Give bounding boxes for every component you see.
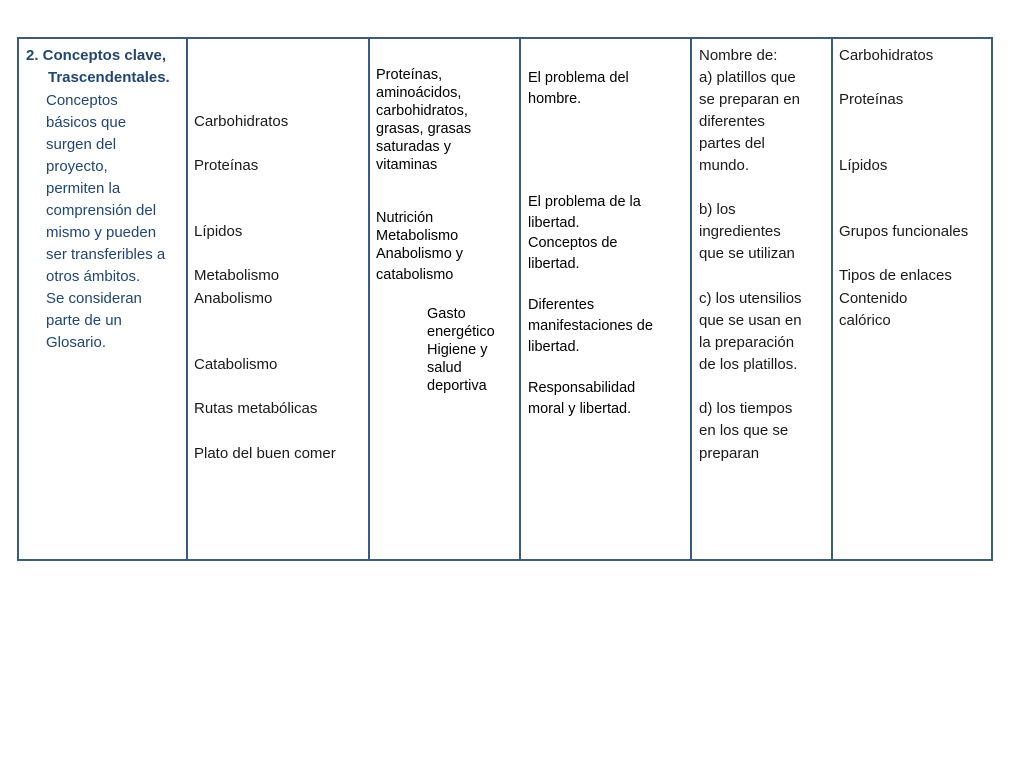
chemistry-item: Carbohidratos: [839, 47, 934, 64]
chemistry-item: calórico: [839, 312, 891, 329]
freedom-line: Responsabilidad: [528, 380, 636, 396]
dishes-line: c) los utensilios: [699, 290, 802, 307]
nutrition-line: saturadas y: [376, 139, 451, 155]
health-line: Higiene y: [427, 342, 488, 358]
description-line: proyecto,: [46, 158, 108, 175]
dishes-intro: Nombre de:: [699, 47, 778, 64]
freedom-line: Diferentes: [528, 297, 595, 313]
dishes-line: b) los: [699, 201, 736, 218]
topic-item: Anabolismo: [194, 290, 273, 307]
freedom-line: Conceptos de: [528, 235, 618, 251]
freedom-line: moral y libertad.: [528, 401, 632, 417]
column-topics: [188, 39, 370, 559]
nutrition-line: vitaminas: [376, 157, 438, 173]
topic-item: Metabolismo: [194, 267, 280, 284]
description-line: Glosario.: [46, 334, 107, 351]
freedom-line: El problema de la: [528, 194, 641, 210]
chemistry-item: Lípidos: [839, 157, 888, 174]
topic-item: Plato del buen comer: [194, 445, 336, 462]
health-line: energético: [427, 324, 495, 340]
nutrition-line: carbohidratos,: [376, 103, 468, 119]
health-line: Gasto: [427, 306, 466, 322]
dishes-line: partes del: [699, 135, 765, 152]
health-line: salud: [427, 360, 462, 376]
description-line: parte de un: [46, 312, 122, 329]
description-line: permiten la: [46, 180, 121, 197]
chemistry-item: Grupos funcionales: [839, 223, 969, 240]
column-dishes: [692, 39, 833, 559]
description-line: comprensión del: [46, 202, 157, 219]
freedom-line: libertad.: [528, 256, 580, 272]
metabolism-line: catabolismo: [376, 267, 454, 283]
dishes-line: ingredientes: [699, 223, 781, 240]
column-chemistry: [833, 39, 991, 559]
dishes-line: en los que se: [699, 422, 789, 439]
freedom-line: manifestaciones de: [528, 318, 653, 334]
freedom-line: El problema del: [528, 70, 629, 86]
description-line: básicos que: [46, 114, 127, 131]
dishes-line: de los platillos.: [699, 356, 798, 373]
nutrition-line: aminoácidos,: [376, 85, 462, 101]
health-line: deportiva: [427, 378, 487, 394]
dishes-line: d) los tiempos: [699, 400, 793, 417]
nutrition-line: Proteínas,: [376, 67, 443, 83]
metabolism-line: Nutrición: [376, 210, 434, 226]
description-line: Conceptos: [46, 92, 118, 109]
description-line: surgen del: [46, 136, 117, 153]
chemistry-item: Contenido: [839, 290, 908, 307]
dishes-line: diferentes: [699, 113, 765, 130]
description-line: mismo y pueden: [46, 224, 157, 241]
freedom-line: hombre.: [528, 91, 582, 107]
metabolism-line: Metabolismo: [376, 228, 459, 244]
dishes-line: que se utilizan: [699, 245, 795, 262]
freedom-line: libertad.: [528, 339, 580, 355]
chemistry-item: Proteínas: [839, 91, 904, 108]
freedom-line: libertad.: [528, 215, 580, 231]
description-line: ser transferibles a: [46, 246, 166, 263]
dishes-line: se preparan en: [699, 91, 800, 108]
column-nutrition: [370, 39, 521, 559]
concepts-table: [17, 37, 993, 561]
topic-item: Rutas metabólicas: [194, 400, 318, 417]
dishes-line: la preparación: [699, 334, 795, 351]
column-freedom: [521, 39, 692, 559]
topic-item: Proteínas: [194, 157, 259, 174]
dishes-line: mundo.: [699, 157, 750, 174]
dishes-line: a) platillos que: [699, 69, 796, 86]
column-key-concepts: [19, 39, 188, 559]
heading-line-1: 2. Conceptos clave,: [26, 47, 167, 64]
metabolism-line: Anabolismo y: [376, 246, 464, 262]
chemistry-item: Tipos de enlaces: [839, 267, 952, 284]
description-line: otros ámbitos.: [46, 268, 141, 285]
nutrition-line: grasas, grasas: [376, 121, 472, 137]
topic-item: Catabolismo: [194, 356, 278, 373]
description-line: Se consideran: [46, 290, 142, 307]
dishes-line: preparan: [699, 445, 760, 462]
dishes-line: que se usan en: [699, 312, 802, 329]
heading-line-2: Trascendentales.: [48, 69, 170, 86]
topic-item: Lípidos: [194, 223, 243, 240]
topic-item: Carbohidratos: [194, 113, 289, 130]
